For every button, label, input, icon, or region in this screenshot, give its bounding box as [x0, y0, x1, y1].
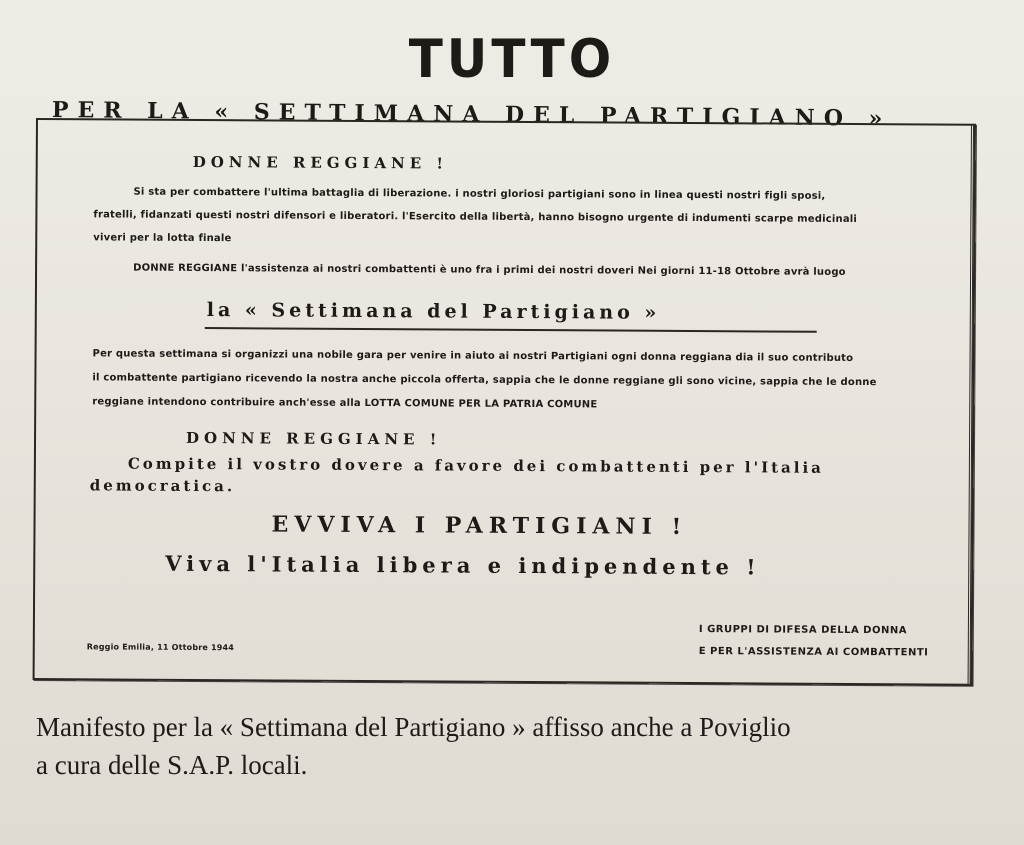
motto-2: Viva l'Italia libera e indipendente !: [165, 550, 761, 580]
poster-frame: [33, 118, 976, 686]
para-3-line-1: Per questa settimana si organizzi una nobile gara per venire in aiuto ai nostri Partigiani ogni donna reggiana dia il suo contributo: [92, 348, 854, 364]
para-2: DONNE REGGIANE l'assistenza ai nostri combattenti è uno fra i primi dei nostri doveri Nei giorni 11-18 Ottobre avrà luogo: [133, 262, 846, 278]
para-3-line-3: reggiane intendono contribuire anch'esse alla LOTTA COMUNE PER LA PATRIA COMUNE: [92, 396, 598, 411]
signature-line-1: I GRUPPI DI DIFESA DELLA DONNA: [698, 624, 907, 637]
para-3-line-2: il combattente partigiano ricevendo la nostra anche piccola offerta, sappia che le donne reggiane gli sono vicine, sappia che le donne: [92, 372, 877, 389]
poster-headline: TUTTO: [408, 28, 616, 90]
motto-1: EVVIVA I PARTIGIANI !: [271, 511, 688, 540]
greeting-2: DONNE REGGIANE !: [185, 428, 442, 449]
appeal-line-1: Compite il vostro dovere a favore dei combattenti per l'Italia: [127, 454, 824, 477]
caption-line-1: Manifesto per la « Settimana del Partigiano » affisso anche a Poviglio: [36, 712, 791, 742]
para-1-line-3: viveri per la lotta finale: [93, 232, 232, 245]
para-1-line-2: fratelli, fidanzati questi nostri difensori e liberatori. l'Esercito della libertà, hanno bisogno urgente di indumenti scarpe medicinali: [93, 209, 858, 226]
signature-line-2: E PER L'ASSISTENZA AI COMBATTENTI: [698, 646, 929, 659]
para-1-line-1: Si sta per combattere l'ultima battaglia di liberazione. i nostri gloriosi partigiani sono in linea questi nostri figli sposi,: [133, 186, 826, 202]
greeting-1: DONNE REGGIANE !: [192, 152, 449, 173]
poster-subheadline: PER LA « SETTIMANA DEL PARTIGIANO »: [51, 97, 892, 132]
appeal-line-2: democratica.: [89, 476, 236, 496]
place-date: Reggio Emilia, 11 Ottobre 1944: [86, 642, 235, 653]
event-title: la « Settimana del Partigiano »: [206, 299, 661, 324]
caption-line-2: a cura delle S.A.P. locali.: [36, 750, 308, 780]
